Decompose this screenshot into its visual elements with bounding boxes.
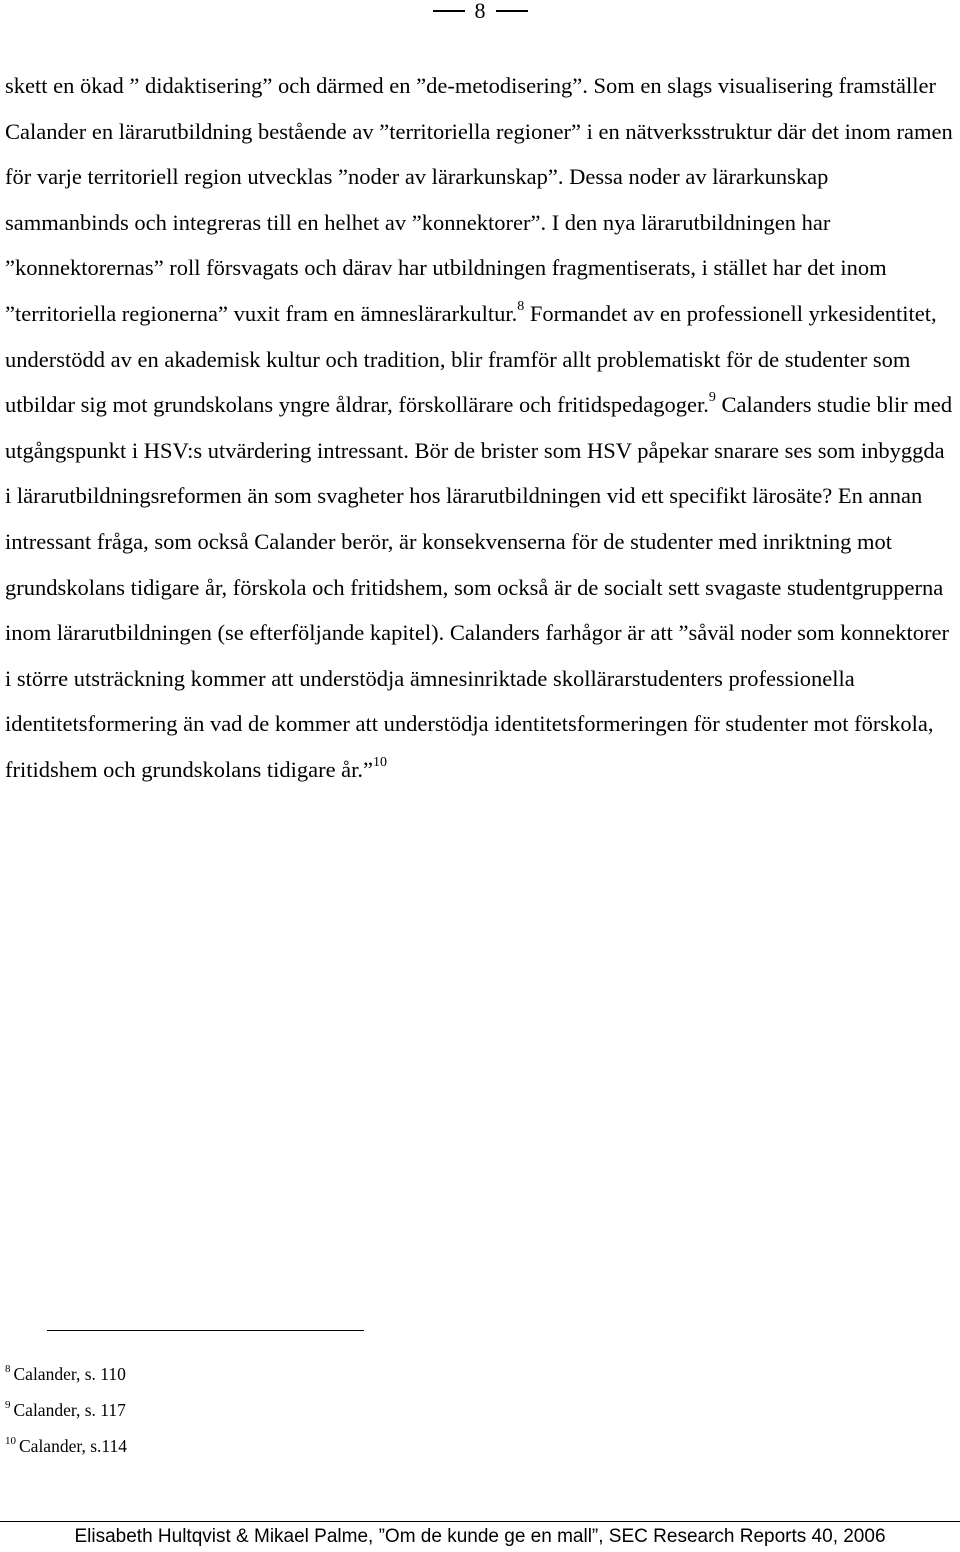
footnote-text: Calander, s. 117 — [13, 1400, 126, 1420]
page-number — [0, 0, 960, 26]
footnotes — [5, 1356, 905, 1464]
footnote-number: 10 — [5, 1435, 16, 1447]
page-number-dash-right — [496, 10, 528, 12]
body-text-part-1: skett en ökad ” didaktisering” och därmed en ”de-metodisering”. Som en slags visualisering framställer Calander en lärarutbildning bestående av ”territoriella regioner” i en nätverksstruktur där det inom ramen för varje territoriell region utvecklas ”noder av lärarkunskap”. Dessa noder av lärarkunskap sammanbinds och integreras till en helhet av ”konnektorer”. I den nya lärarutbildningen har ”konnektorernas” roll försvagats och därav har utbildningen fragmentiserats, i stället har det inom ”territoriella regionerna” vuxit fram en ämneslärarkultur. — [5, 73, 953, 326]
body-text-part-2: Formandet av en professionell yrkesidentitet, understödd av en akademisk kultur och tradition, blir framför allt problematiskt för de studenter som utbildar sig mot grundskolans yngre åldrar, förskollärare och fritidspedagoger. — [5, 300, 937, 418]
footnote-ref-10[interactable]: 10 — [373, 754, 388, 770]
footnote-9 — [5, 1392, 905, 1428]
footer-divider — [0, 1521, 960, 1522]
footnote-8 — [5, 1356, 905, 1392]
footnote-number: 8 — [5, 1363, 11, 1375]
body-paragraph — [5, 63, 955, 793]
footnote-text: Calander, s. 110 — [13, 1364, 126, 1384]
footnote-number: 9 — [5, 1399, 11, 1411]
page-number-value: 8 — [474, 0, 486, 23]
footnote-ref-9[interactable]: 9 — [708, 390, 716, 406]
footnote-text: Calander, s.114 — [19, 1436, 127, 1456]
body-text-part-3: Calanders studie blir med utgångspunkt i HSV:s utvärdering intressant. Bör de brister som HSV påpekar snarare ses som inbyggda i lärarutbildningsreformen än som svagheter hos lärarutbildningen vid ett specifikt lärosäte? En annan intressant fråga, som också Calander berör, är konsekvenserna för de studenter med inriktning mot grundskolans tidigare år, förskola och fritidshem, som också är de socialt sett svagaste studentgrupperna inom lärarutbildningen (se efterföljande kapitel). Calanders farhågor är att ”såväl noder som konnektorer i större utsträckning kommer att understödja ämnesinriktade skollärarstudenters professionella identitetsformering än vad de kommer att understödja identitetsformeringen för studenter mot förskola, fritidshem och grundskolans tidigare år.” — [5, 392, 953, 782]
page-number-dash-left — [433, 10, 465, 12]
footnote-10 — [5, 1428, 905, 1464]
footnote-divider — [47, 1330, 364, 1331]
footnote-ref-8[interactable]: 8 — [517, 298, 525, 314]
page-footer: Elisabeth Hultqvist & Mikael Palme, ”Om de kunde ge en mall”, SEC Research Reports 40, 2006 — [74, 1526, 886, 1547]
